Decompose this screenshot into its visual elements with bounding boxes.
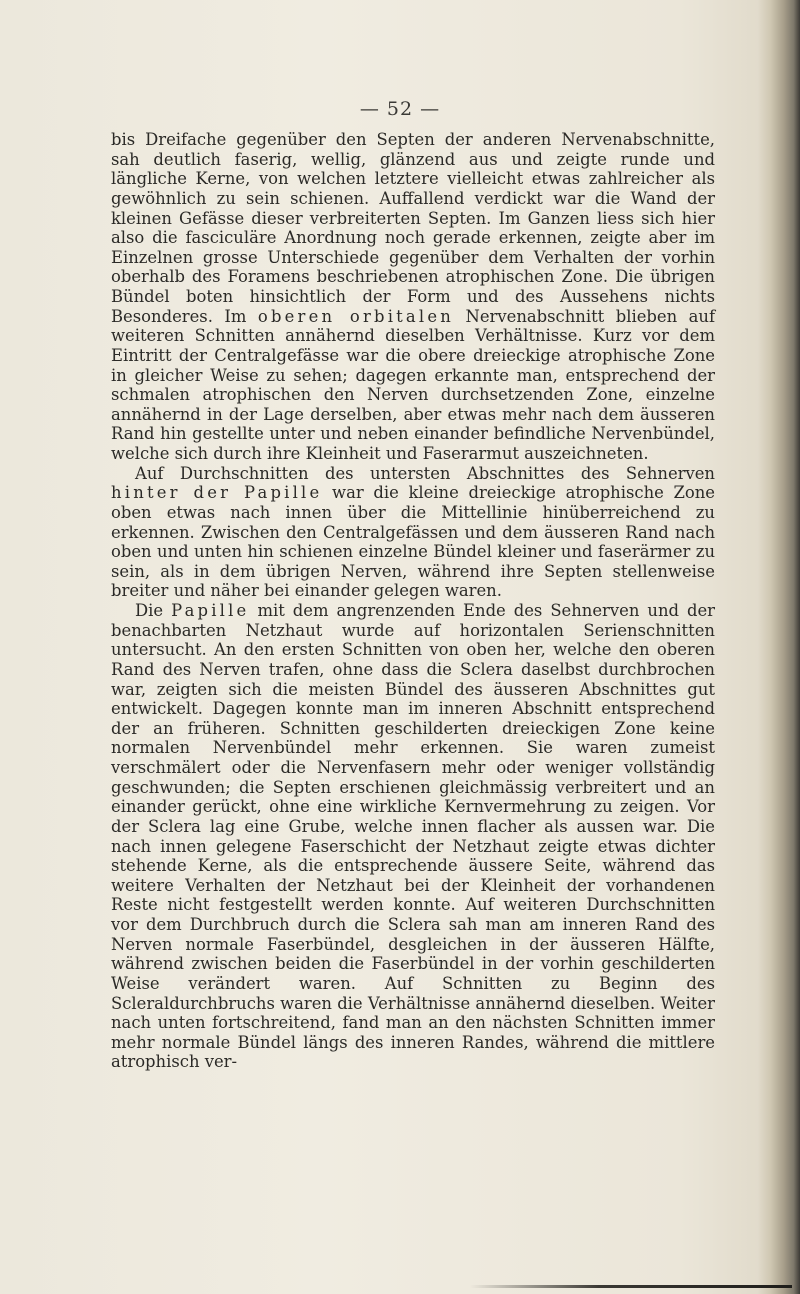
- paragraph: [111, 464, 715, 601]
- spaced-text-segment: hinter der Papille: [111, 483, 323, 503]
- text-segment: war die kleine dreieckige atrophische Zone oben etwas nach innen über die Mittellinie hinüberreichend zu erkennen. Zwischen den Centralgefässen und dem äusseren Rand nach oben und unten hin schienen einzelne Bündel kleiner und faserärmer zu sein, als in dem übrigen Nerven, während ihre Septen stellenweise breiter und näher bei einander gelegen waren.: [111, 483, 715, 601]
- text-segment: Nervenabschnitt blieben auf weiteren Schnitten annähernd dieselben Verhältnisse. Kurz vor dem Eintritt der Centralgefässe war die obere dreieckige atrophische Zone in gleicher Weise zu sehen; dagegen erkannte man, entsprechend der schmalen atrophischen den Nerven durchsetzenden Zone, einzelne annähernd in der Lage derselben, aber etwas mehr nach dem äusseren Rand hin gestellte unter und neben einander befindliche Nervenbündel, welche sich durch ihre Kleinheit und Faserarmut auszeichneten.: [111, 306, 716, 463]
- bottom-edge-line: [470, 1285, 792, 1288]
- paragraph: [111, 601, 715, 1072]
- page-edge-shadow: [758, 0, 800, 1294]
- page-number: — 52 —: [359, 98, 441, 120]
- spaced-text-segment: oberen orbitalen: [257, 306, 455, 326]
- body-text: [111, 130, 715, 1072]
- paragraph: [111, 130, 715, 464]
- text-segment: mit dem angrenzenden Ende des Sehnerven und der benachbarten Netzhaut wurde auf horizontalen Serienschnitten untersucht. An den ersten Schnitten von oben her, welche den oberen Rand des Nerven trafen, ohne dass die Sclera daselbst durchbrochen war, zeigten sich die meisten Bündel des äusseren Abschnittes gut entwickelt. Dagegen konnte man im inneren Abschnitt entsprechend der an früheren. Schnitten geschilderten dreieckigen Zone keine normalen Nervenbündel mehr erkennen. Sie waren zumeist verschmälert oder die Nervenfasern mehr oder weniger vollständig geschwunden; die Septen erschienen gleichmässig verbreitert und an einander gerückt, ohne eine wirkliche Kernvermehrung zu zeigen. Vor der Sclera lag eine Grube, welche innen flacher als aussen war. Die nach innen gelegene Faserschicht der Netzhaut zeigte etwas dichter stehende Kerne, als die entsprechende äussere Seite, während das weitere Verhalten der Netzhaut bei der Kleinheit der vorhandenen Reste nicht festgestellt werden konnte. Auf weiteren Durchschnitten vor dem Durchbruch durch die Sclera sah man am inneren Rand des Nerven normale Faserbündel, desgleichen in der äusseren Hälfte, während zwischen beiden die Faserbündel in der vorhin geschilderten Weise verändert waren. Auf Schnitten zu Beginn des Scleraldurchbruchs waren die Verhältnisse annähernd dieselben. Weiter nach unten fortschreitend, fand man an den nächsten Schnitten immer mehr normale Bündel längs des inneren Randes, während die mittlere atrophisch ver-: [111, 601, 716, 1072]
- text-segment: Die: [135, 601, 172, 620]
- text-segment: bis Dreifache gegenüber den Septen der anderen Nervenabschnitte, sah deutlich faserig, wellig, glänzend aus und zeigte runde und längliche Kerne, von welchen letztere vielleicht etwas zahlreicher als gewöhnlich zu sein schienen. Auffallend verdickt war die Wand der kleinen Gefässe dieser verbreiterten Septen. Im Ganzen liess sich hier also die fasciculäre Anordnung noch gerade erkennen, zeigte aber im Einzelnen grosse Unterschiede gegenüber dem Verhalten der vorhin oberhalb des Foramens beschriebenen atrophischen Zone. Die übrigen Bündel boten hinsichtlich der Form und des Aussehens nichts Besonderes. Im: [111, 130, 715, 326]
- text-segment: Auf Durchschnitten des untersten Abschnittes des Sehnerven: [135, 463, 715, 483]
- spaced-text-segment: Papille: [171, 601, 250, 620]
